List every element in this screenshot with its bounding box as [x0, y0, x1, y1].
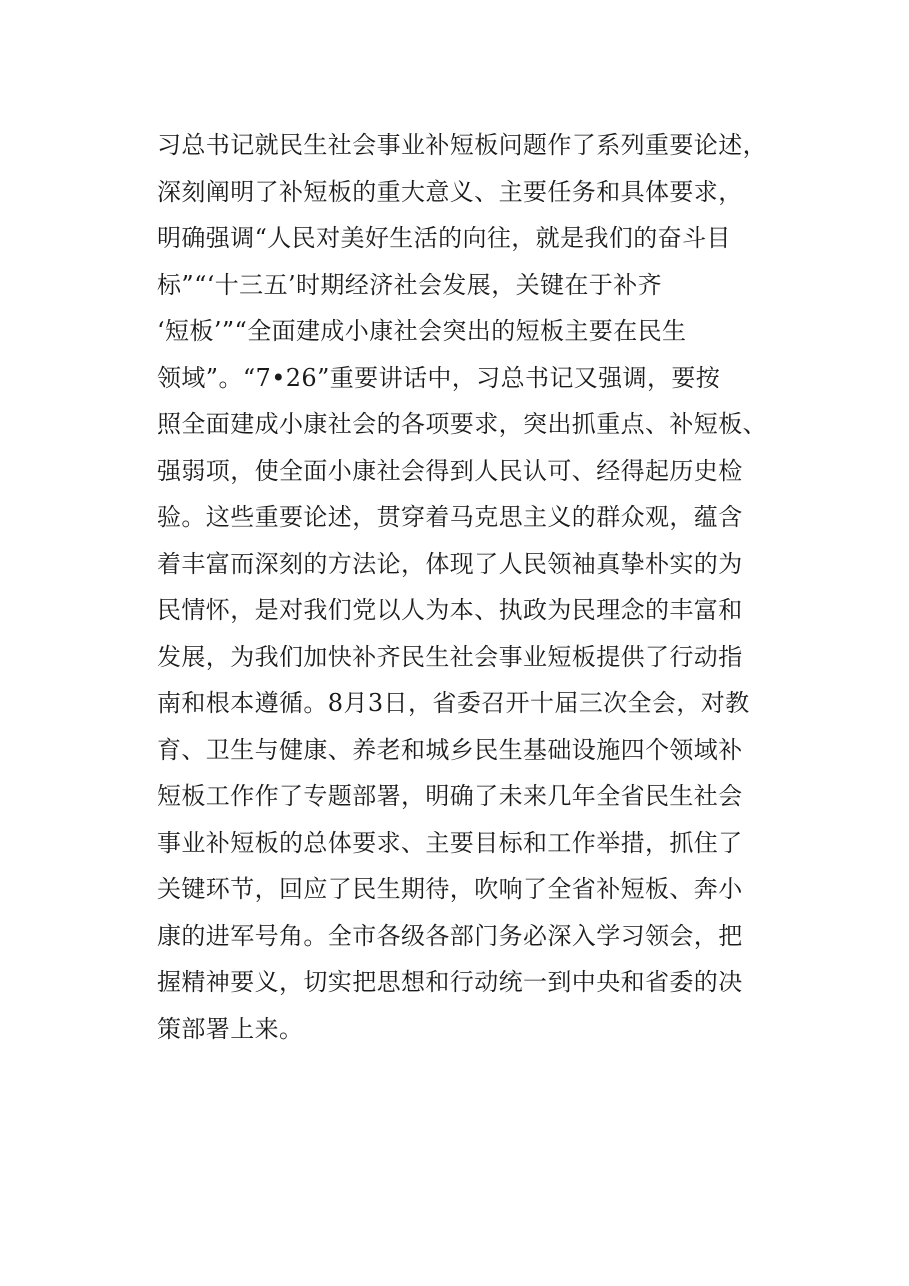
paragraph-line: 育、卫生与健康、养老和城乡民生基础设施四个领域补 [157, 735, 743, 764]
paragraph-line: 康的进军号角。全市各级各部门务必深入学习领会，把 [157, 921, 743, 950]
body-paragraph [157, 122, 777, 1052]
paragraph-line: 强弱项，使全面小康社会得到人民认可、经得起历史检 [157, 456, 743, 485]
paragraph-line: 事业补短板的总体要求、主要目标和工作举措，抓住了 [157, 828, 743, 857]
paragraph-line: 验。这些重要论述，贯穿着马克思主义的群众观，蕴含 [157, 503, 743, 531]
paragraph-line: 关键环节，回应了民生期待，吹响了全省补短板、奔小 [157, 875, 743, 903]
paragraph-line: 策部署上来。 [157, 1014, 304, 1043]
paragraph-line: 民情怀，是对我们党以人为本、执政为民理念的丰富和 [157, 596, 743, 624]
paragraph-line: 短板工作作了专题部署，明确了未来几年全省民生社会 [157, 782, 743, 810]
paragraph-line: ‘短板’”“全面建成小康社会突出的短板主要在民生 [157, 317, 687, 345]
paragraph-line: 发展，为我们加快补齐民生社会事业短板提供了行动指 [157, 642, 743, 671]
paragraph-line: 习总书记就民生社会事业补短板问题作了系列重要论述， [157, 131, 767, 159]
paragraph-line: 明确强调“人民对美好生活的向往，就是我们的奋斗目 [157, 224, 731, 252]
paragraph-line: 南和根本遵循。8月3日，省委召开十届三次全会，对教 [157, 689, 750, 717]
paragraph-line: 着丰富而深刻的方法论，体现了人民领袖真挚朴实的为 [157, 549, 743, 578]
paragraph-line: 深刻阐明了补短板的重大意义、主要任务和具体要求， [157, 177, 743, 206]
paragraph-line: 标”“‘十三五’时期经济社会发展，关键在于补齐 [157, 270, 662, 299]
paragraph-line: 领域”。“7•26”重要讲话中，习总书记又强调，要按 [157, 363, 721, 392]
paragraph-line: 照全面建成小康社会的各项要求，突出抓重点、补短板、 [157, 410, 767, 438]
paragraph-line: 握精神要义，切实把思想和行动统一到中央和省委的决 [157, 968, 743, 996]
